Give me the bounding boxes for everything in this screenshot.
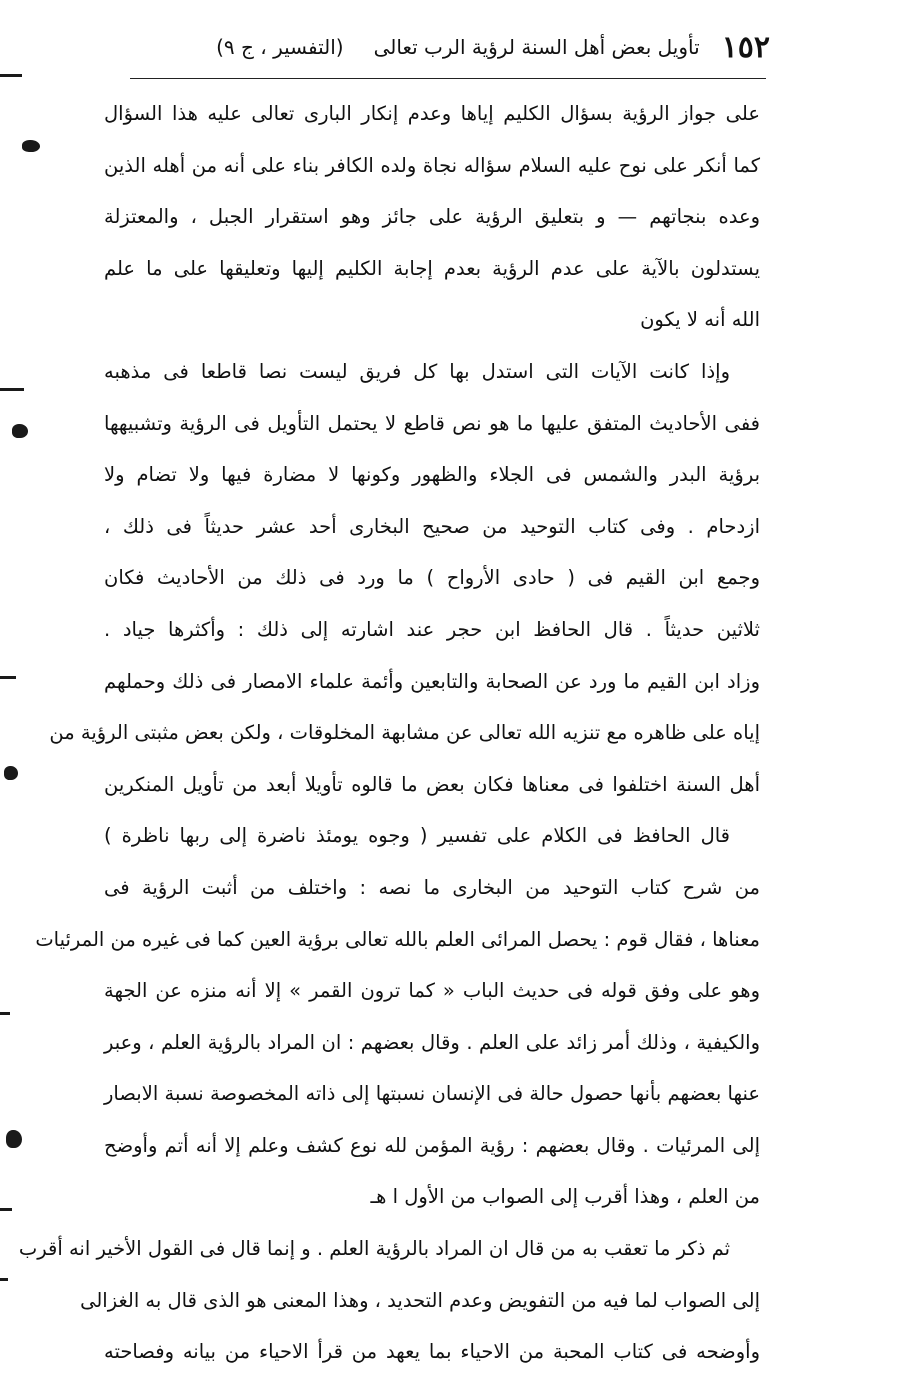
scan-smudge <box>4 766 18 780</box>
text-line: أهل السنة اختلفوا فى معناها فكان بعض ما قالوه تأويلا أبعد من تأويل المنكرين <box>104 772 760 796</box>
page-number: ١٥٢ <box>721 29 770 65</box>
text-line: إياه على ظاهره مع تنزيه الله تعالى عن مشابهة المخلوقات ، ولكن بعض مثبتى الرؤية من <box>49 721 760 745</box>
text-line: الله أنه لا يكون <box>640 308 760 332</box>
text-line: وإذا كانت الآيات التى استدل بها كل فريق ليست نصا قاطعا فى مذهبه <box>104 359 730 383</box>
text-line: إلى المرئيات . وقال بعضهم : رؤية المؤمن لله نوع كشف وعلم إلا أنه أتم وأوضح <box>104 1133 760 1157</box>
text-line: من العلم ، وهذا أقرب إلى الصواب من الأول ا هـ <box>370 1185 760 1209</box>
text-line: يستدلون بالآية على عدم الرؤية بعدم إجابة الكليم إليها وتعليقها على ما علم <box>104 256 760 280</box>
text-line: ازدحام . وفى كتاب التوحيد من صحيح البخارى أحد عشر حديثاً فى ذلك ، <box>104 514 760 538</box>
body-text <box>18 88 760 1378</box>
text-line: ثم ذكر ما تعقب به من قال ان المراد بالرؤية العلم . و إنما قال فى القول الأخير انه أقرب <box>18 1237 730 1261</box>
scan-smudge <box>12 424 28 438</box>
text-line: برؤية البدر والشمس فى الجلاء والظهور وكونها لا مضارة فيها ولا تضام ولا <box>104 463 760 487</box>
text-line: وجمع ابن القيم فى ( حادى الأرواح ) ما ورد فى ذلك من الأحاديث فكان <box>104 566 760 590</box>
text-line: معناها ، فقال قوم : يحصل المرائى العلم بالله تعالى برؤية العين كما فى غيره من المرئيات <box>35 927 760 951</box>
text-line: إلى الصواب لما فيه من التفويض وعدم التحديد ، وهذا المعنى هو الذى قال به الغزالى <box>80 1288 760 1312</box>
text-line: ففى الأحاديث المتفق عليها ما هو نص قاطع لا يحتمل التأويل فى الرؤية وتشبيهها <box>104 411 760 435</box>
scan-mark <box>0 1208 12 1211</box>
scan-mark <box>0 1012 10 1015</box>
page-header <box>120 24 770 70</box>
text-line: على جواز الرؤية بسؤال الكليم إياها وعدم إنكار البارى تعالى عليه هذا السؤال <box>104 102 760 125</box>
header-rule <box>130 78 766 79</box>
scan-mark <box>0 676 16 679</box>
text-line: وعده بنجاتهم — و بتعليق الرؤية على جائز وهو استقرار الجبل ، والمعتزلة <box>104 205 760 229</box>
text-line: قال الحافظ فى الكلام على تفسير ( وجوه يومئذ ناضرة إلى ربها ناظرة ) <box>104 824 730 848</box>
text-line: وهو على وفق قوله فى حديث الباب « كما ترون القمر » إلا أنه منزه عن الجهة <box>104 979 760 1003</box>
scan-mark <box>0 74 22 77</box>
scan-mark <box>0 388 24 391</box>
text-line: كما أنكر على نوح عليه السلام سؤاله نجاة ولده الكافر بناء على أنه من أهله الذين <box>104 153 760 177</box>
text-line: والكيفية ، وذلك أمر زائد على العلم . وقال بعضهم : ان المراد بالرؤية العلم ، وعبر <box>104 1030 760 1054</box>
series-label: (التفسير ، ج ٩) <box>216 35 344 59</box>
text-line: وأوضحه فى كتاب المحبة من الاحياء بما يعهد من قرأ الاحياء من بيانه وفصاحته <box>104 1340 760 1364</box>
text-line: عنها بعضهم بأنها حصول حالة فى الإنسان نسبتها إلى ذاته المخصوصة نسبة الابصار <box>104 1082 760 1106</box>
running-title: تأويل بعض أهل السنة لرؤية الرب تعالى <box>373 35 700 59</box>
scan-mark <box>0 1278 8 1281</box>
scan-smudge <box>6 1130 22 1148</box>
text-line: من شرح كتاب التوحيد من البخارى ما نصه : واختلف من أثبت الرؤية فى <box>104 875 760 899</box>
text-line: ثلاثين حديثاً . قال الحافظ ابن حجر عند اشارته إلى ذلك : وأكثرها جياد . <box>104 617 760 641</box>
scan-smudge <box>22 140 40 152</box>
text-line: وزاد ابن القيم ما ورد عن الصحابة والتابعين وأئمة علماء الامصار فى ذلك وحملهم <box>104 669 760 693</box>
